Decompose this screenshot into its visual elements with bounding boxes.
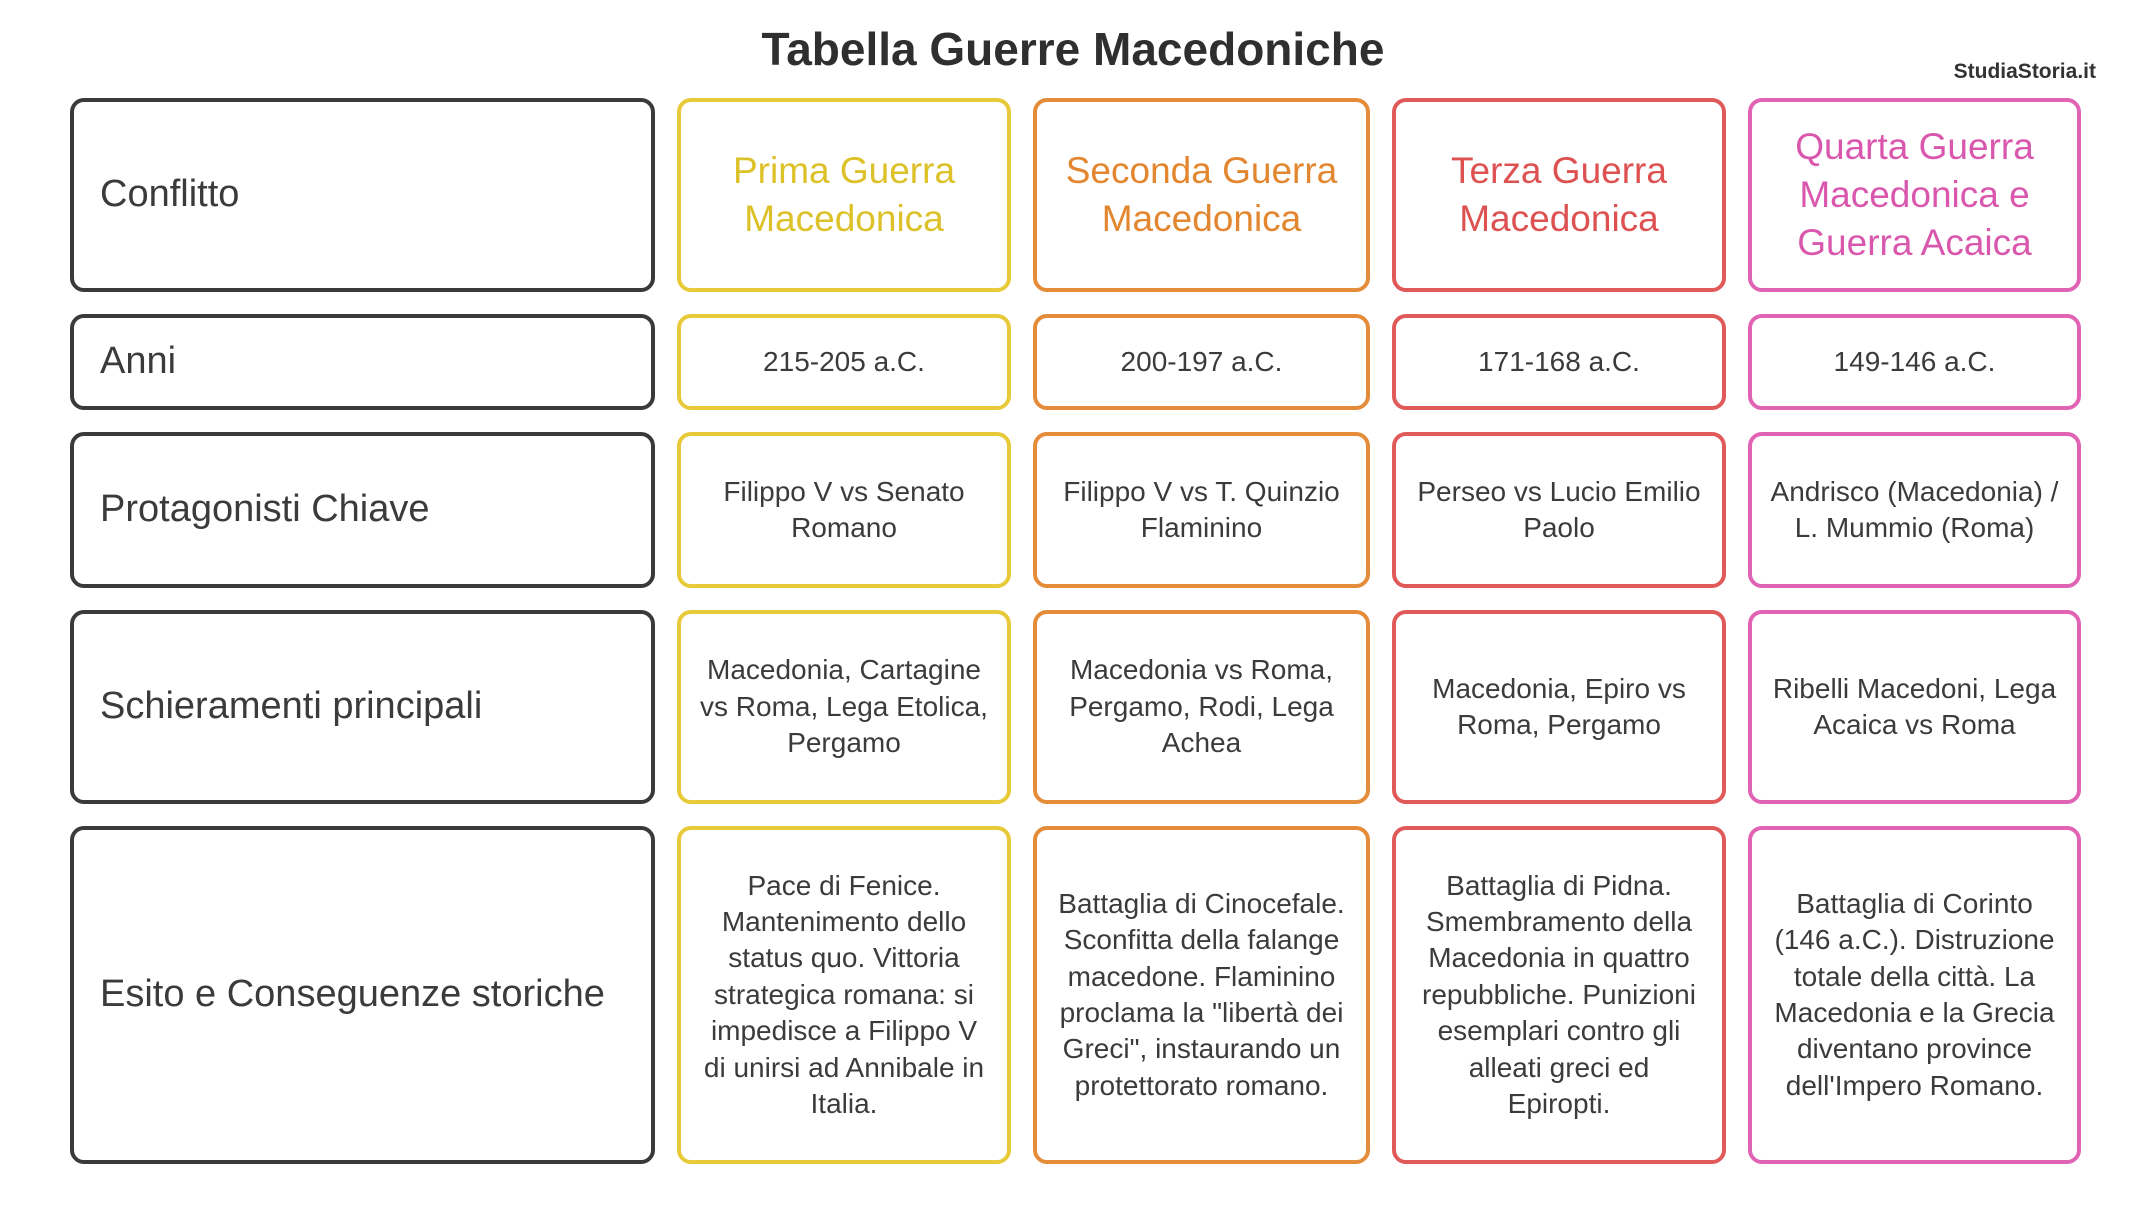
- row-label-conflitto: Conflitto: [70, 98, 655, 292]
- table-cell: 215-205 a.C.: [677, 314, 1011, 410]
- header-cell-seconda: Seconda Guerra Macedonica: [1033, 98, 1370, 292]
- table-cell: Filippo V vs T. Quinzio Flaminino: [1033, 432, 1370, 588]
- table-cell: 149-146 a.C.: [1748, 314, 2081, 410]
- table-cell: 171-168 a.C.: [1392, 314, 1726, 410]
- table-cell: Andrisco (Macedonia) / L. Mummio (Roma): [1748, 432, 2081, 588]
- table-cell: Macedonia vs Roma, Pergamo, Rodi, Lega Achea: [1033, 610, 1370, 804]
- table-cell: Battaglia di Pidna. Smembramento della Macedonia in quattro repubbliche. Punizioni esemplari contro gli alleati greci ed Epiropti.: [1392, 826, 1726, 1164]
- header-cell-quarta: Quarta Guerra Macedonica e Guerra Acaica: [1748, 98, 2081, 292]
- header-cell-prima: Prima Guerra Macedonica: [677, 98, 1011, 292]
- table-cell: Pace di Fenice. Mantenimento dello status quo. Vittoria strategica romana: si impedisce a Filippo V di unirsi ad Annibale in Italia.: [677, 826, 1011, 1164]
- table-cell: Filippo V vs Senato Romano: [677, 432, 1011, 588]
- row-label-anni: Anni: [70, 314, 655, 410]
- table-cell: 200-197 a.C.: [1033, 314, 1370, 410]
- table-cell: Battaglia di Cinocefale. Sconfitta della falange macedone. Flaminino proclama la "libertà dei Greci", instaurando un protettorato romano.: [1033, 826, 1370, 1164]
- page-title: Tabella Guerre Macedoniche: [761, 23, 1385, 75]
- brand-logo-text: StudiaStoria.it: [1953, 60, 2096, 83]
- table-cell: Macedonia, Cartagine vs Roma, Lega Etolica, Pergamo: [677, 610, 1011, 804]
- header-cell-terza: Terza Guerra Macedonica: [1392, 98, 1726, 292]
- table-cell: Battaglia di Corinto (146 a.C.). Distruzione totale della città. La Macedonia e la Grecia diventano province dell'Impero Romano.: [1748, 826, 2081, 1164]
- row-label-esito: Esito e Conseguenze storiche: [70, 826, 655, 1164]
- table-cell: Ribelli Macedoni, Lega Acaica vs Roma: [1748, 610, 2081, 804]
- row-label-schieramenti: Schieramenti principali: [70, 610, 655, 804]
- table-cell: Macedonia, Epiro vs Roma, Pergamo: [1392, 610, 1726, 804]
- wars-table: [70, 98, 2080, 1164]
- table-cell: Perseo vs Lucio Emilio Paolo: [1392, 432, 1726, 588]
- row-label-protagonisti: Protagonisti Chiave: [70, 432, 655, 588]
